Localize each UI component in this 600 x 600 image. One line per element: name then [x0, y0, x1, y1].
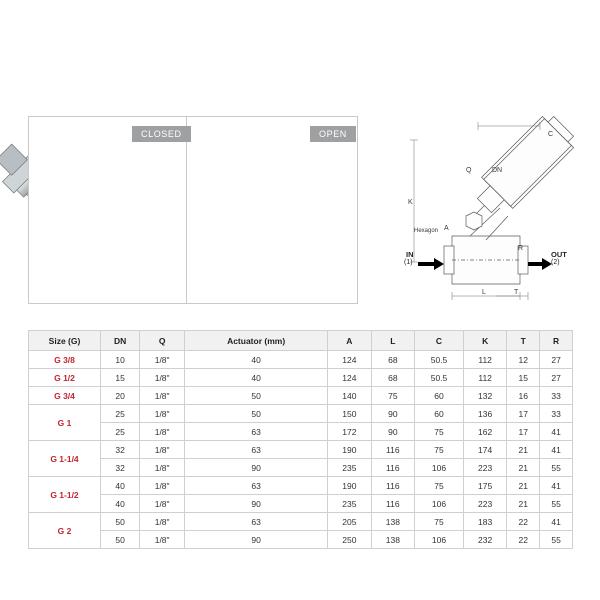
cell-actuator-mm: 63 [185, 441, 328, 459]
cell-c: 106 [415, 459, 464, 477]
table-row [29, 513, 573, 531]
table-row [29, 351, 573, 369]
cell-q: 1/8" [140, 369, 185, 387]
table-row [29, 495, 573, 513]
table-row [29, 441, 573, 459]
cell-t: 22 [507, 513, 540, 531]
cell-q: 1/8" [140, 459, 185, 477]
svg-text:C: C [548, 131, 554, 138]
cell-c: 106 [415, 495, 464, 513]
cell-k: 223 [463, 495, 506, 513]
cell-dn: 50 [101, 531, 140, 549]
cell-r: 33 [540, 405, 573, 423]
cell-t: 22 [507, 531, 540, 549]
cell-q: 1/8" [140, 351, 185, 369]
svg-text:L: L [482, 289, 486, 296]
cell-a: 172 [328, 423, 371, 441]
cell-q: 1/8" [140, 531, 185, 549]
cell-t: 21 [507, 477, 540, 495]
th-size: Size (G) [29, 331, 101, 351]
outlet-label: OUT [551, 250, 567, 259]
cell-t: 17 [507, 423, 540, 441]
cell-l: 116 [371, 441, 414, 459]
cell-actuator-mm: 90 [185, 495, 328, 513]
cell-c: 50.5 [415, 351, 464, 369]
cell-a: 124 [328, 351, 371, 369]
cell-dn: 10 [101, 351, 140, 369]
cell-r: 55 [540, 531, 573, 549]
inlet-arrow [418, 258, 444, 270]
cell-l: 90 [371, 423, 414, 441]
cell-l: 138 [371, 513, 414, 531]
cell-dn: 25 [101, 423, 140, 441]
open-label: OPEN [310, 126, 356, 142]
th-k: K [463, 331, 506, 351]
th-t: T [507, 331, 540, 351]
cell-q: 1/8" [140, 387, 185, 405]
panel-closed [28, 116, 188, 304]
cell-actuator-mm: 63 [185, 477, 328, 495]
cell-k: 112 [463, 369, 506, 387]
table-row [29, 423, 573, 441]
specification-table [28, 330, 573, 549]
cell-c: 50.5 [415, 369, 464, 387]
cell-dn: 25 [101, 405, 140, 423]
svg-text:T: T [514, 289, 519, 296]
table-row [29, 459, 573, 477]
cell-dn: 15 [101, 369, 140, 387]
th-dn: DN [101, 331, 140, 351]
outlet-arrow [528, 258, 552, 270]
cell-r: 33 [540, 387, 573, 405]
cell-size: G 1-1/4 [29, 441, 101, 477]
cell-a: 190 [328, 441, 371, 459]
cell-k: 132 [463, 387, 506, 405]
cell-actuator-mm: 50 [185, 405, 328, 423]
table-row [29, 531, 573, 549]
cell-t: 21 [507, 441, 540, 459]
cell-a: 250 [328, 531, 371, 549]
closed-label: CLOSED [132, 126, 191, 142]
technical-drawing [410, 111, 579, 300]
cell-k: 175 [463, 477, 506, 495]
cell-t: 12 [507, 351, 540, 369]
cell-c: 60 [415, 405, 464, 423]
cell-t: 21 [507, 459, 540, 477]
cell-a: 124 [328, 369, 371, 387]
cell-k: 232 [463, 531, 506, 549]
table-body [29, 351, 573, 549]
table-row [29, 405, 573, 423]
cell-size: G 1-1/2 [29, 477, 101, 513]
cell-l: 138 [371, 531, 414, 549]
cell-r: 27 [540, 369, 573, 387]
cell-t: 16 [507, 387, 540, 405]
cell-r: 41 [540, 441, 573, 459]
th-a: A [328, 331, 371, 351]
cell-actuator-mm: 90 [185, 459, 328, 477]
cell-k: 112 [463, 351, 506, 369]
table-row [29, 387, 573, 405]
th-q: Q [140, 331, 185, 351]
svg-text:K: K [408, 199, 413, 206]
table-row [29, 477, 573, 495]
cell-dn: 50 [101, 513, 140, 531]
cell-a: 150 [328, 405, 371, 423]
cell-l: 68 [371, 369, 414, 387]
cell-actuator-mm: 40 [185, 369, 328, 387]
cell-a: 235 [328, 495, 371, 513]
inlet-label: IN [406, 250, 414, 259]
cell-c: 60 [415, 387, 464, 405]
cell-k: 162 [463, 423, 506, 441]
cell-dn: 32 [101, 441, 140, 459]
hexagon-label: Hexagon [414, 228, 439, 234]
cell-a: 140 [328, 387, 371, 405]
cell-actuator-mm: 63 [185, 513, 328, 531]
cell-dn: 20 [101, 387, 140, 405]
th-l: L [371, 331, 414, 351]
cell-dn: 40 [101, 477, 140, 495]
cell-l: 116 [371, 495, 414, 513]
cell-a: 235 [328, 459, 371, 477]
cell-q: 1/8" [140, 477, 185, 495]
th-r: R [540, 331, 573, 351]
cell-c: 75 [415, 423, 464, 441]
cell-q: 1/8" [140, 441, 185, 459]
cell-q: 1/8" [140, 423, 185, 441]
cell-size: G 1/2 [29, 369, 101, 387]
cell-actuator-mm: 40 [185, 351, 328, 369]
cell-k: 183 [463, 513, 506, 531]
cell-l: 75 [371, 387, 414, 405]
table-header-row [29, 331, 573, 351]
th-actuator: Actuator (mm) [185, 331, 328, 351]
cell-k: 223 [463, 459, 506, 477]
cell-r: 55 [540, 495, 573, 513]
cell-size: G 3/8 [29, 351, 101, 369]
cell-actuator-mm: 90 [185, 531, 328, 549]
cell-size: G 3/4 [29, 387, 101, 405]
cell-dn: 40 [101, 495, 140, 513]
cell-dn: 32 [101, 459, 140, 477]
svg-text:Q: Q [466, 167, 472, 174]
table-row [29, 369, 573, 387]
cell-t: 17 [507, 405, 540, 423]
cell-r: 41 [540, 477, 573, 495]
cell-l: 116 [371, 477, 414, 495]
cell-c: 106 [415, 531, 464, 549]
cell-r: 55 [540, 459, 573, 477]
cell-q: 1/8" [140, 495, 185, 513]
cell-c: 75 [415, 513, 464, 531]
cell-size: G 2 [29, 513, 101, 549]
th-c: C [415, 331, 464, 351]
cell-k: 136 [463, 405, 506, 423]
svg-text:A: A [444, 225, 449, 232]
cell-c: 75 [415, 441, 464, 459]
cell-a: 190 [328, 477, 371, 495]
cell-size: G 1 [29, 405, 101, 441]
cell-r: 41 [540, 423, 573, 441]
cell-l: 116 [371, 459, 414, 477]
cell-q: 1/8" [140, 405, 185, 423]
cell-l: 68 [371, 351, 414, 369]
cell-r: 27 [540, 351, 573, 369]
inlet-sublabel: (1) [404, 259, 413, 266]
panel-open [186, 116, 358, 304]
cell-q: 1/8" [140, 513, 185, 531]
outlet-sublabel: (2) [551, 259, 560, 266]
cell-c: 75 [415, 477, 464, 495]
cell-a: 205 [328, 513, 371, 531]
cell-r: 41 [540, 513, 573, 531]
svg-text:DN: DN [492, 167, 503, 174]
cell-actuator-mm: 50 [185, 387, 328, 405]
cell-t: 15 [507, 369, 540, 387]
cell-k: 174 [463, 441, 506, 459]
cell-l: 90 [371, 405, 414, 423]
cell-t: 21 [507, 495, 540, 513]
svg-text:R: R [518, 245, 524, 252]
cell-actuator-mm: 63 [185, 423, 328, 441]
